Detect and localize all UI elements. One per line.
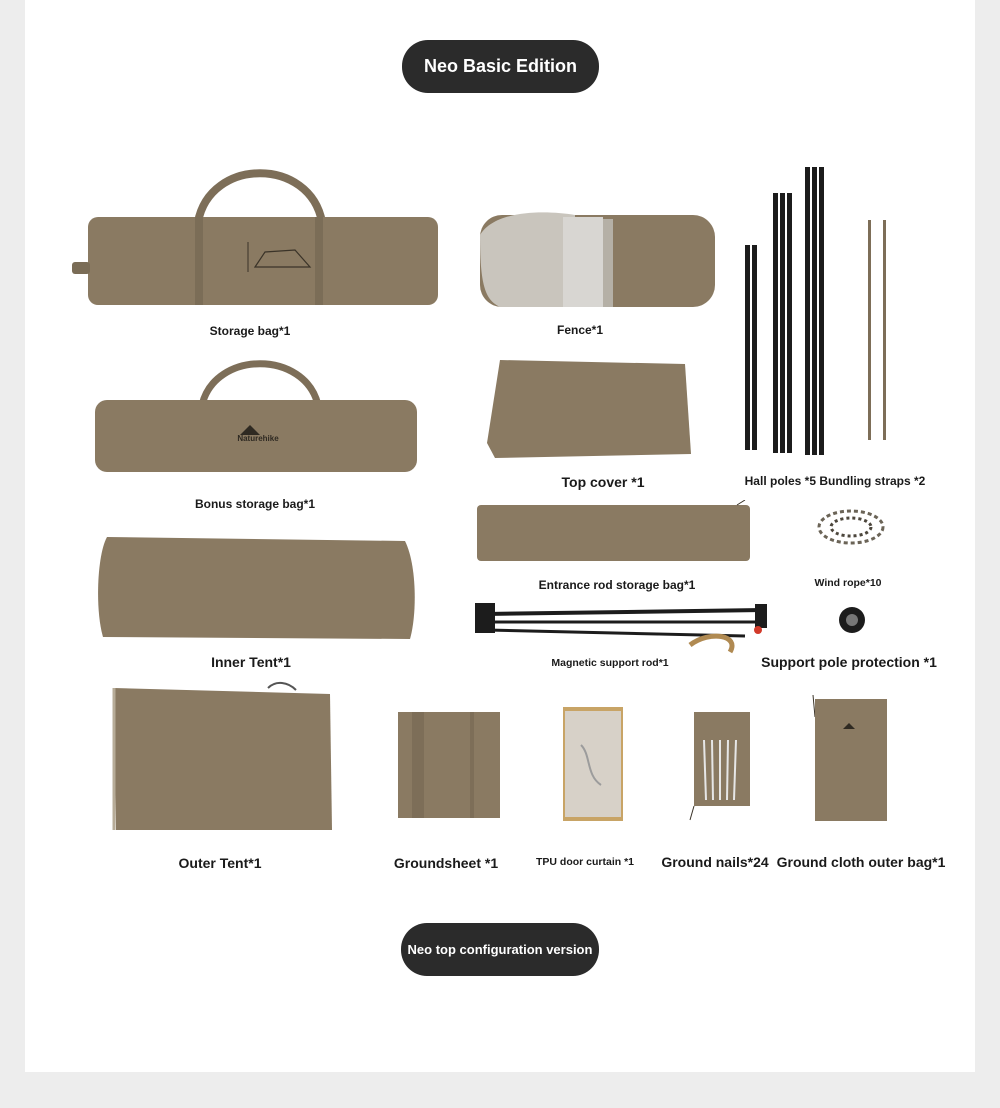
top-cover-label: Top cover *1 xyxy=(561,474,645,490)
support-pole-protection-image xyxy=(838,606,866,634)
tpu-door-curtain-image xyxy=(561,705,625,823)
bonus-storage-bag-image xyxy=(90,355,420,480)
bonus-storage-bag-label: Bonus storage bag*1 xyxy=(194,497,316,511)
inner-tent-image xyxy=(95,535,420,643)
tpu-door-curtain-label: TPU door curtain *1 xyxy=(535,856,635,868)
entrance-rod-bag-image xyxy=(475,500,755,565)
wind-rope-image xyxy=(815,505,887,555)
ground-cloth-bag-image xyxy=(805,695,889,825)
outer-tent-image xyxy=(108,680,338,835)
hall-poles-straps-label: Hall poles *5 Bundling straps *2 xyxy=(744,474,926,488)
storage-bag-image xyxy=(70,162,440,312)
top-cover-image xyxy=(485,358,695,460)
top-configuration-button[interactable]: Neo top configuration version xyxy=(401,923,599,976)
outer-tent-label: Outer Tent*1 xyxy=(178,855,262,871)
hall-poles-image xyxy=(740,165,900,460)
brand-logo-text: Naturehike xyxy=(237,434,279,443)
ground-nails-label: Ground nails*24 xyxy=(661,854,769,870)
support-pole-protection-label: Support pole protection *1 xyxy=(761,654,937,670)
groundsheet-image xyxy=(396,710,502,820)
ground-cloth-bag-label: Ground cloth outer bag*1 xyxy=(776,854,946,870)
magnetic-support-rod-image xyxy=(475,600,775,660)
edition-title-badge: Neo Basic Edition xyxy=(402,40,599,93)
fence-label: Fence*1 xyxy=(556,323,604,337)
groundsheet-label: Groundsheet *1 xyxy=(393,855,499,871)
wind-rope-label: Wind rope*10 xyxy=(814,577,882,589)
magnetic-support-rod-label: Magnetic support rod*1 xyxy=(551,657,669,669)
fence-image xyxy=(475,205,720,310)
inner-tent-label: Inner Tent*1 xyxy=(211,654,291,670)
entrance-rod-bag-label: Entrance rod storage bag*1 xyxy=(538,578,696,592)
storage-bag-label: Storage bag*1 xyxy=(209,324,291,338)
ground-nails-image xyxy=(688,710,752,822)
